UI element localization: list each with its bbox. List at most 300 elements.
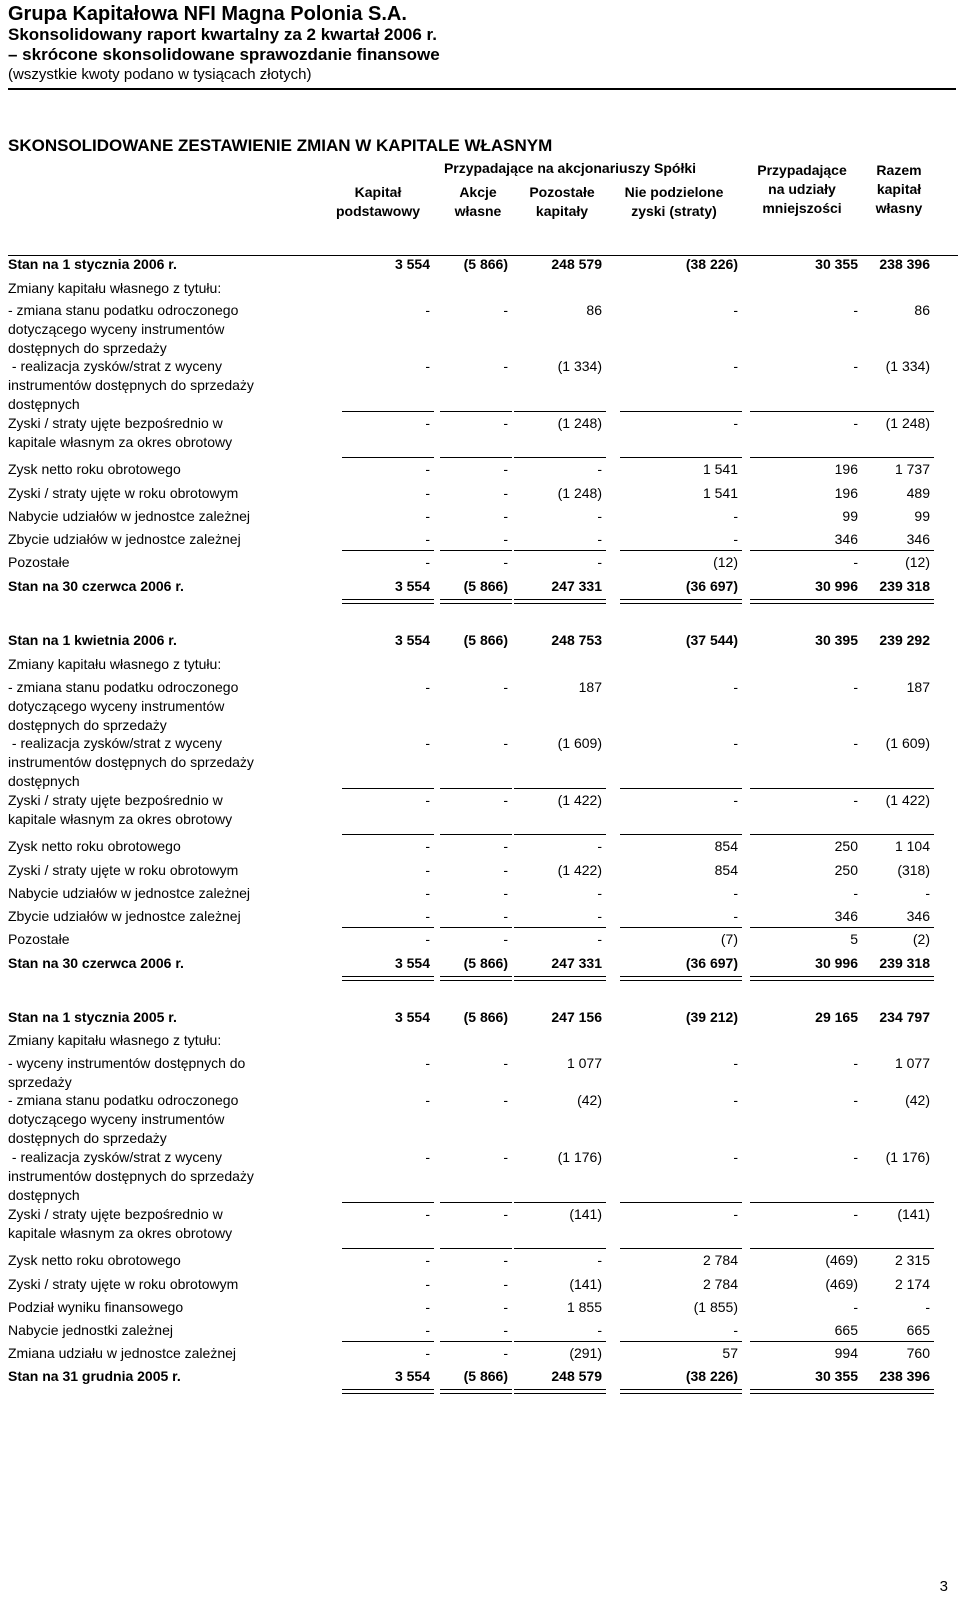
cell-value: -: [425, 792, 430, 808]
cell-value: 3 554: [394, 632, 430, 648]
row-label-line: - realizacja zysków/strat z wyceny: [8, 1149, 222, 1165]
single-rule: [342, 1248, 434, 1249]
cell-value: -: [503, 358, 508, 374]
cell-value: -: [733, 885, 738, 901]
cell-value: -: [425, 1322, 430, 1338]
cell-value: -: [733, 508, 738, 524]
row-label-line: Nabycie jednostki zależnej: [8, 1322, 173, 1338]
single-rule: [620, 457, 742, 458]
cell-value: (7): [720, 931, 738, 947]
row-label: [8, 678, 308, 735]
single-rule: [342, 788, 434, 789]
cell-value: (469): [825, 1276, 858, 1292]
row-label-line: dotyczącego wyceny instrumentów: [8, 698, 225, 714]
cell-value: -: [503, 1252, 508, 1268]
row-label-line: Zyski / straty ujęte w roku obrotowym: [8, 862, 239, 878]
cell-value: 3 554: [394, 1009, 430, 1025]
row-label-line: dotyczącego wyceny instrumentów: [8, 321, 225, 337]
column-header-line: na udziały: [768, 181, 836, 197]
cell-value: 247 331: [551, 955, 602, 971]
cell-value: 30 996: [815, 955, 858, 971]
row-label-line: kapitale własnym za okres obrotowy: [8, 811, 233, 827]
cell-value: -: [853, 885, 858, 901]
cell-value: -: [425, 485, 430, 501]
cell-value: -: [733, 358, 738, 374]
cell-value: -: [733, 908, 738, 924]
cell-value: 3 554: [394, 578, 430, 594]
column-header-line: Nie podzielone: [624, 184, 724, 200]
cell-value: -: [503, 1092, 508, 1108]
cell-value: -: [853, 679, 858, 695]
single-rule: [862, 1202, 934, 1203]
row-label-line: Stan na 1 kwietnia 2006 r.: [8, 632, 177, 648]
cell-value: (36 697): [685, 578, 738, 594]
row-label: [8, 460, 308, 479]
row-label-line: Nabycie udziałów w jednostce zależnej: [8, 885, 251, 901]
double-rule: [440, 599, 512, 604]
cell-value: -: [503, 862, 508, 878]
double-rule: [342, 976, 434, 981]
single-rule: [862, 457, 934, 458]
column-header-line: Kapitał: [354, 184, 402, 200]
row-label-line: Zmiana udziału w jednostce zależnej: [8, 1345, 237, 1361]
cell-value: -: [425, 885, 430, 901]
single-rule: [750, 834, 862, 835]
row-label-line: dostępnych: [8, 1187, 80, 1203]
cell-value: -: [597, 908, 602, 924]
cell-value: -: [853, 1055, 858, 1071]
cell-value: -: [853, 1206, 858, 1222]
row-label: [8, 484, 308, 503]
row-label: [8, 1205, 308, 1243]
cell-value: -: [853, 302, 858, 318]
row-label-line: dotyczącego wyceny instrumentów: [8, 1111, 225, 1127]
single-rule: [862, 1248, 934, 1249]
row-label: [8, 279, 308, 298]
double-rule: [342, 1389, 434, 1394]
cell-value: 29 165: [815, 1009, 858, 1025]
row-label-line: - zmiana stanu podatku odroczonego: [8, 1092, 239, 1108]
single-rule: [620, 550, 742, 551]
row-label-line: instrumentów dostępnych do sprzedaży: [8, 1168, 254, 1184]
cell-value: 665: [834, 1322, 858, 1338]
double-rule: [440, 976, 512, 981]
single-rule: [514, 1341, 606, 1342]
cell-value: -: [503, 531, 508, 547]
row-label: [8, 837, 308, 856]
double-rule: [750, 599, 862, 604]
single-rule: [750, 457, 862, 458]
column-header-4: [609, 183, 739, 221]
single-rule: [440, 1248, 512, 1249]
row-label-line: - wyceny instrumentów dostępnych do: [8, 1055, 246, 1071]
cell-value: (1 248): [557, 415, 602, 431]
row-label: [8, 507, 308, 526]
cell-value: 247 156: [551, 1009, 602, 1025]
cell-value: -: [853, 735, 858, 751]
row-label: [8, 1091, 308, 1148]
cell-value: -: [425, 1252, 430, 1268]
column-header-line: kapitały: [535, 203, 589, 219]
cell-value: -: [503, 508, 508, 524]
single-rule: [862, 411, 934, 412]
cell-value: -: [853, 1299, 858, 1315]
cell-value: -: [503, 792, 508, 808]
cell-value: (1 422): [557, 862, 602, 878]
cell-value: -: [733, 735, 738, 751]
cell-value: -: [733, 531, 738, 547]
cell-value: (5 866): [463, 578, 508, 594]
cell-value: (1 334): [885, 358, 930, 374]
column-header-line: kapitał: [876, 181, 922, 197]
column-header-line: podstawowy: [335, 203, 420, 219]
row-label-line: - realizacja zysków/strat z wyceny: [8, 358, 222, 374]
cell-value: 3 554: [394, 1368, 430, 1384]
double-rule: [620, 599, 742, 604]
single-rule: [750, 550, 862, 551]
row-label-line: Stan na 1 stycznia 2005 r.: [8, 1009, 177, 1025]
single-rule: [342, 550, 434, 551]
row-label: [8, 1008, 308, 1027]
cell-value: -: [853, 415, 858, 431]
row-label-line: - zmiana stanu podatku odroczonego: [8, 679, 239, 695]
row-label-line: - zmiana stanu podatku odroczonego: [8, 302, 239, 318]
row-label-line: Stan na 30 czerwca 2006 r.: [8, 955, 184, 971]
single-rule: [750, 1341, 862, 1342]
cell-value: -: [425, 1345, 430, 1361]
row-label: [8, 907, 308, 926]
row-label: [8, 884, 308, 903]
row-label: [8, 1298, 308, 1317]
row-label-line: dostępnych do sprzedaży: [8, 340, 167, 356]
cell-value: -: [425, 531, 430, 547]
row-label-line: kapitale własnym za okres obrotowy: [8, 434, 233, 450]
cell-value: 5: [850, 931, 858, 947]
double-rule: [862, 976, 934, 981]
row-label-line: dostępnych: [8, 396, 80, 412]
cell-value: 2 315: [894, 1252, 930, 1268]
row-label: [8, 861, 308, 880]
double-rule: [862, 1389, 934, 1394]
cell-value: (1 855): [693, 1299, 738, 1315]
cell-value: -: [503, 838, 508, 854]
column-header-line: zyski (straty): [631, 203, 717, 219]
cell-value: 3 554: [394, 955, 430, 971]
column-header-line: własny: [875, 200, 923, 216]
single-rule: [620, 834, 742, 835]
cell-value: -: [503, 415, 508, 431]
cell-value: -: [853, 554, 858, 570]
company-name: Grupa Kapitałowa NFI Magna Polonia S.A.: [8, 3, 407, 25]
row-label-line: Stan na 1 stycznia 2006 r.: [8, 256, 177, 272]
cell-value: 1 541: [702, 461, 738, 477]
cell-value: (5 866): [463, 256, 508, 272]
cell-value: (141): [569, 1206, 602, 1222]
cell-value: -: [503, 485, 508, 501]
cell-value: -: [503, 461, 508, 477]
single-rule: [620, 1248, 742, 1249]
cell-value: (37 544): [685, 632, 738, 648]
single-rule: [862, 550, 934, 551]
cell-value: 86: [914, 302, 930, 318]
double-rule: [620, 1389, 742, 1394]
row-label: [8, 655, 308, 674]
single-rule: [342, 834, 434, 835]
cell-value: -: [425, 838, 430, 854]
row-label-line: Zyski / straty ujęte bezpośrednio w: [8, 415, 223, 431]
amounts-note: (wszystkie kwoty podano w tysiącach złotych): [8, 65, 956, 90]
cell-value: (1 334): [557, 358, 602, 374]
single-rule: [514, 834, 606, 835]
cell-value: -: [425, 1206, 430, 1222]
row-label: [8, 414, 308, 452]
single-rule: [440, 550, 512, 551]
cell-value: -: [503, 1206, 508, 1222]
cell-value: 30 355: [815, 256, 858, 272]
row-label-line: Zbycie udziałów w jednostce zależnej: [8, 908, 241, 924]
column-header-line: mniejszości: [762, 200, 842, 216]
single-rule: [514, 927, 606, 928]
cell-value: -: [425, 1055, 430, 1071]
cell-value: -: [425, 508, 430, 524]
cell-value: 1 737: [894, 461, 930, 477]
cell-value: (1 609): [885, 735, 930, 751]
cell-value: -: [925, 1299, 930, 1315]
cell-value: -: [425, 862, 430, 878]
column-header-line: Pozostałe: [529, 184, 595, 200]
cell-value: (469): [825, 1252, 858, 1268]
single-rule: [514, 1248, 606, 1249]
cell-value: 665: [906, 1322, 930, 1338]
row-label: [8, 530, 308, 549]
single-rule: [514, 1202, 606, 1203]
cell-value: 346: [834, 908, 858, 924]
cell-value: 196: [834, 461, 858, 477]
row-label: [8, 1275, 308, 1294]
cell-value: -: [503, 1276, 508, 1292]
cell-value: (5 866): [463, 1368, 508, 1384]
cell-value: 994: [834, 1345, 858, 1361]
double-rule: [862, 599, 934, 604]
cell-value: -: [733, 302, 738, 318]
single-rule: [620, 788, 742, 789]
cell-value: 3 554: [394, 256, 430, 272]
cell-value: -: [853, 792, 858, 808]
cell-value: -: [425, 931, 430, 947]
cell-value: (1 609): [557, 735, 602, 751]
cell-value: -: [425, 1092, 430, 1108]
row-label-line: Stan na 30 czerwca 2006 r.: [8, 578, 184, 594]
cell-value: -: [425, 554, 430, 570]
cell-value: -: [503, 1299, 508, 1315]
row-label-line: Podział wyniku finansowego: [8, 1299, 184, 1315]
double-rule: [620, 976, 742, 981]
cell-value: -: [853, 358, 858, 374]
cell-value: -: [425, 461, 430, 477]
cell-value: -: [425, 679, 430, 695]
cell-value: 489: [906, 485, 930, 501]
row-label-line: - realizacja zysków/strat z wyceny: [8, 735, 222, 751]
single-rule: [514, 788, 606, 789]
row-label: [8, 1344, 308, 1363]
cell-value: (12): [905, 554, 930, 570]
row-label-line: Zysk netto roku obrotowego: [8, 1252, 181, 1268]
row-label-line: Zyski / straty ujęte bezpośrednio w: [8, 1206, 223, 1222]
cell-value: -: [503, 679, 508, 695]
group-header: Przypadające na akcjonariuszy Spółki: [443, 160, 697, 176]
cell-value: 1 855: [566, 1299, 602, 1315]
cell-value: 86: [586, 302, 602, 318]
row-label: [8, 631, 308, 650]
cell-value: -: [425, 735, 430, 751]
cell-value: (2): [912, 931, 930, 947]
row-label-line: Stan na 31 grudnia 2005 r.: [8, 1368, 181, 1384]
cell-value: (1 176): [557, 1149, 602, 1165]
double-rule: [514, 1389, 606, 1394]
cell-value: 250: [834, 862, 858, 878]
cell-value: 99: [842, 508, 858, 524]
row-label-line: dostępnych do sprzedaży: [8, 1130, 167, 1146]
single-rule: [440, 457, 512, 458]
row-label-line: instrumentów dostępnych do sprzedaży: [8, 377, 254, 393]
cell-value: (141): [569, 1276, 602, 1292]
cell-value: -: [733, 415, 738, 431]
cell-value: (1 422): [557, 792, 602, 808]
single-rule: [440, 1202, 512, 1203]
single-rule: [342, 411, 434, 412]
row-label: [8, 954, 308, 973]
single-rule: [620, 1341, 742, 1342]
cell-value: -: [597, 885, 602, 901]
cell-value: -: [503, 735, 508, 751]
cell-value: 1 541: [702, 485, 738, 501]
cell-value: 854: [714, 862, 738, 878]
single-rule: [342, 457, 434, 458]
row-label: [8, 1054, 308, 1092]
cell-value: -: [425, 358, 430, 374]
double-rule: [342, 599, 434, 604]
row-label: [8, 1031, 308, 1050]
single-rule: [440, 927, 512, 928]
single-rule: [440, 411, 512, 412]
row-label-line: instrumentów dostępnych do sprzedaży: [8, 754, 254, 770]
row-label-line: Zyski / straty ujęte w roku obrotowym: [8, 485, 239, 501]
row-label: [8, 1367, 308, 1386]
cell-value: 238 396: [879, 256, 930, 272]
single-rule: [440, 788, 512, 789]
cell-value: (38 226): [685, 1368, 738, 1384]
cell-value: -: [733, 1149, 738, 1165]
row-label: [8, 1148, 308, 1205]
cell-value: (5 866): [463, 1009, 508, 1025]
cell-value: 2 784: [702, 1252, 738, 1268]
single-rule: [750, 1248, 862, 1249]
row-label: [8, 734, 308, 791]
row-label: [8, 791, 308, 829]
row-label-line: Pozostałe: [8, 554, 70, 570]
cell-value: 187: [578, 679, 602, 695]
cell-value: (38 226): [685, 256, 738, 272]
cell-value: -: [503, 1345, 508, 1361]
cell-value: -: [425, 908, 430, 924]
cell-value: -: [425, 1299, 430, 1315]
single-rule: [514, 457, 606, 458]
cell-value: 346: [834, 531, 858, 547]
cell-value: (12): [713, 554, 738, 570]
cell-value: 250: [834, 838, 858, 854]
cell-value: -: [597, 1252, 602, 1268]
statement-title: SKONSOLIDOWANE ZESTAWIENIE ZMIAN W KAPITALE WŁASNYM: [8, 136, 553, 155]
cell-value: 239 318: [879, 578, 930, 594]
single-rule: [342, 927, 434, 928]
cell-value: 248 579: [551, 1368, 602, 1384]
row-label-line: Zmiany kapitału własnego z tytułu:: [8, 1032, 222, 1048]
row-label: [8, 553, 308, 572]
double-rule: [514, 976, 606, 981]
cell-value: (42): [577, 1092, 602, 1108]
cell-value: (291): [569, 1345, 602, 1361]
row-label-line: Zmiany kapitału własnego z tytułu:: [8, 656, 222, 672]
single-rule: [620, 411, 742, 412]
cell-value: (318): [897, 862, 930, 878]
single-rule: [750, 788, 862, 789]
single-rule: [342, 1341, 434, 1342]
row-label-line: Nabycie udziałów w jednostce zależnej: [8, 508, 251, 524]
cell-value: 30 395: [815, 632, 858, 648]
row-label: [8, 930, 308, 949]
row-label: [8, 301, 308, 358]
single-rule: [750, 927, 862, 928]
cell-value: -: [503, 1322, 508, 1338]
cell-value: -: [425, 1149, 430, 1165]
cell-value: -: [597, 1322, 602, 1338]
cell-value: -: [503, 908, 508, 924]
cell-value: -: [503, 1149, 508, 1165]
double-rule: [440, 1389, 512, 1394]
cell-value: (42): [905, 1092, 930, 1108]
cell-value: (5 866): [463, 632, 508, 648]
double-rule: [514, 599, 606, 604]
cell-value: 30 355: [815, 1368, 858, 1384]
cell-value: -: [925, 885, 930, 901]
cell-value: 187: [906, 679, 930, 695]
cell-value: -: [425, 302, 430, 318]
row-label-line: Pozostałe: [8, 931, 70, 947]
cell-value: -: [597, 554, 602, 570]
cell-value: 248 753: [551, 632, 602, 648]
cell-value: 346: [906, 908, 930, 924]
cell-value: -: [597, 531, 602, 547]
cell-value: -: [733, 1322, 738, 1338]
cell-value: -: [597, 838, 602, 854]
column-header-line: własne: [454, 203, 502, 219]
cell-value: (1 248): [557, 485, 602, 501]
single-rule: [514, 550, 606, 551]
row-label: [8, 357, 308, 414]
report-header: [8, 0, 956, 90]
cell-value: -: [597, 931, 602, 947]
row-label: [8, 255, 308, 274]
report-name: Skonsolidowany raport kwartalny za 2 kwartał 2006 r.: [8, 25, 437, 44]
row-label-line: Zyski / straty ujęte w roku obrotowym: [8, 1276, 239, 1292]
row-label: [8, 1321, 308, 1340]
single-rule: [862, 788, 934, 789]
cell-value: 1 077: [566, 1055, 602, 1071]
double-rule: [750, 1389, 862, 1394]
single-rule: [440, 834, 512, 835]
cell-value: 854: [714, 838, 738, 854]
column-header-line: Akcje: [459, 184, 497, 200]
